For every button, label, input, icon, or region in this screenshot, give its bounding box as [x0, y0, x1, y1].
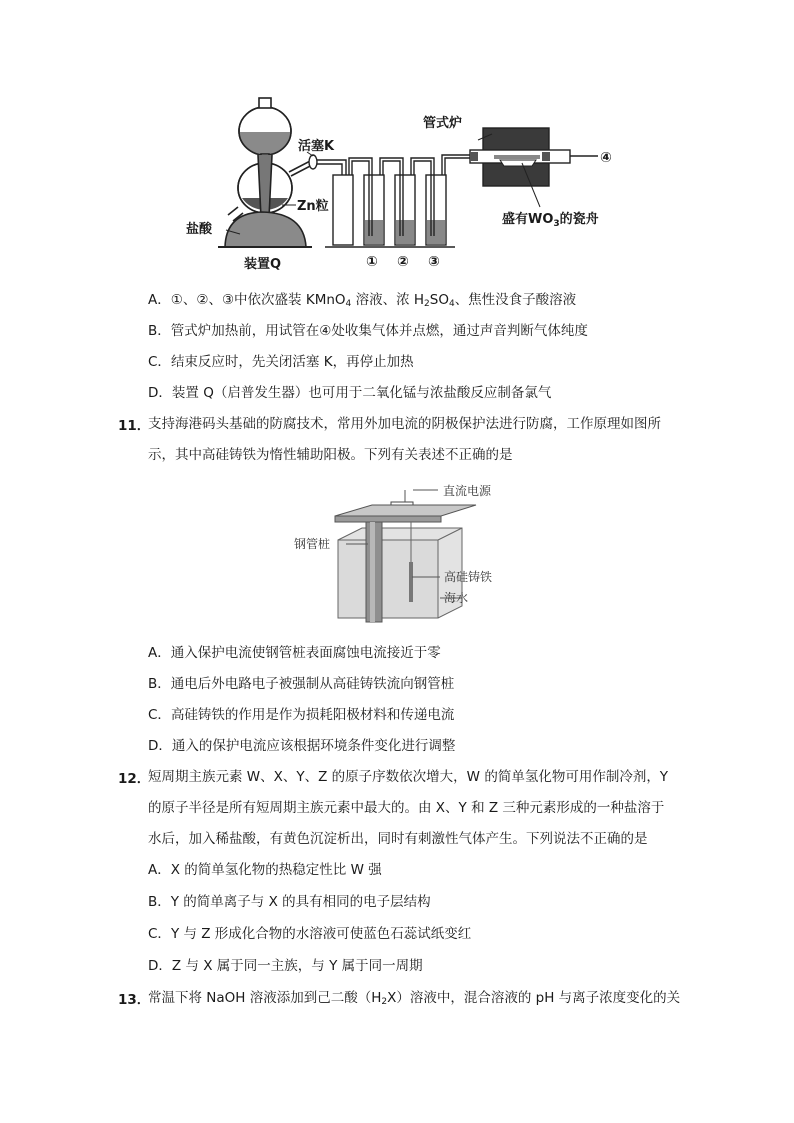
- label-outlet-4: ④: [600, 150, 612, 166]
- q13-stem-line1: 常温下将 NaOH 溶液添加到己二酸$(H_2X)$溶液中，混合溶液的 pH 与离子浓度变化的关: [148, 990, 681, 1007]
- label-seawater: 海水: [444, 591, 469, 605]
- q12-option-b: B．Y 的简单离子与 X 的具有相同的电子层结构: [148, 894, 431, 910]
- cathodic-protection-figure: [0, 478, 794, 638]
- label-acid: 盐酸: [186, 222, 213, 237]
- label-apparatus: 装置Q: [244, 257, 282, 272]
- q12-number: 12．: [118, 771, 151, 787]
- label-power-source: 直流电源: [443, 484, 492, 498]
- q11-option-c: C．高硅铸铁的作用是作为损耗阳极材料和传递电流: [148, 707, 455, 723]
- q13-number: 13．: [118, 992, 151, 1008]
- q11-option-b: B．通电后外电路电子被强制从高硅铸铁流向钢管桩: [148, 676, 455, 692]
- q12-option-c: C．Y 与 Z 形成化合物的水溶液可使蓝色石蕊试纸变红: [148, 926, 472, 942]
- label-silicon-iron: 高硅铸铁: [444, 570, 493, 584]
- q12-option-d: D．Z 与 X 属于同一主族，与 Y 属于同一周期: [148, 958, 423, 974]
- label-steel-pile: 钢管桩: [294, 537, 331, 551]
- q11-stem-line2: 示，其中高硅铸铁为惰性辅助阳极。下列有关表述不正确的是: [148, 447, 513, 463]
- q12-option-a: A．X 的简单氢化物的热稳定性比 W 强: [148, 862, 382, 878]
- q11-option-a: A．通入保护电流使钢管桩表面腐蚀电流接近于零: [148, 645, 441, 661]
- stopcock-k: [309, 155, 317, 169]
- q10-option-c: C．结束反应时，先关闭活塞 K，再停止加热: [148, 354, 414, 370]
- label-zn: Zn粒: [297, 199, 329, 214]
- q11-number: 11．: [118, 418, 151, 434]
- label-bottle-3: ③: [428, 254, 440, 270]
- label-tube-furnace: 管式炉: [423, 116, 463, 131]
- q11-option-d: D．通入的保护电流应该根据环境条件变化进行调整: [148, 738, 456, 754]
- q10-option-b: B．管式炉加热前，用试管在④处收集气体并点燃，通过声音判断气体纯度: [148, 323, 588, 339]
- apparatus-figure: [0, 0, 794, 275]
- label-bottle-2: ②: [397, 254, 409, 270]
- q10-option-d: D．装置 Q（启普发生器）也可用于二氧化锰与浓盐酸反应制备氯气: [148, 385, 552, 401]
- q12-stem-line2: 的原子半径是所有短周期主族元素中最大的。由 X、Y 和 Z 三种元素形成的一种盐溶于: [148, 800, 665, 816]
- label-stopcock: 活塞K: [298, 139, 335, 154]
- q12-stem-line1: 短周期主族元素 W、X、Y、Z 的原子序数依次增大，W 的简单氢化物可用作制冷剂，Y: [148, 769, 669, 785]
- label-boat: 盛有WO: [502, 212, 554, 227]
- kipp-generator: [218, 98, 338, 247]
- label-boat-tail: 的瓷舟: [559, 212, 599, 227]
- svg-text:盛有WO3的瓷舟: [502, 211, 599, 229]
- tube-furnace: [470, 128, 598, 207]
- q12-stem-line3: 水后，加入稀盐酸，有黄色沉淀析出，同时有刺激性气体产生。下列说法不正确的是: [148, 831, 648, 847]
- label-boat-sub: 3: [553, 219, 560, 229]
- label-bottle-1: ①: [366, 254, 378, 270]
- q11-stem-line1: 支持海港码头基础的防腐技术，常用外加电流的阴极保护法进行防腐，工作原理如图所: [148, 416, 661, 432]
- q10-option-a: A．①、②、③中依次盛装 KMnO$_4$ 溶液、浓 $H_2SO_4$、焦性没食子酸溶液: [148, 292, 577, 309]
